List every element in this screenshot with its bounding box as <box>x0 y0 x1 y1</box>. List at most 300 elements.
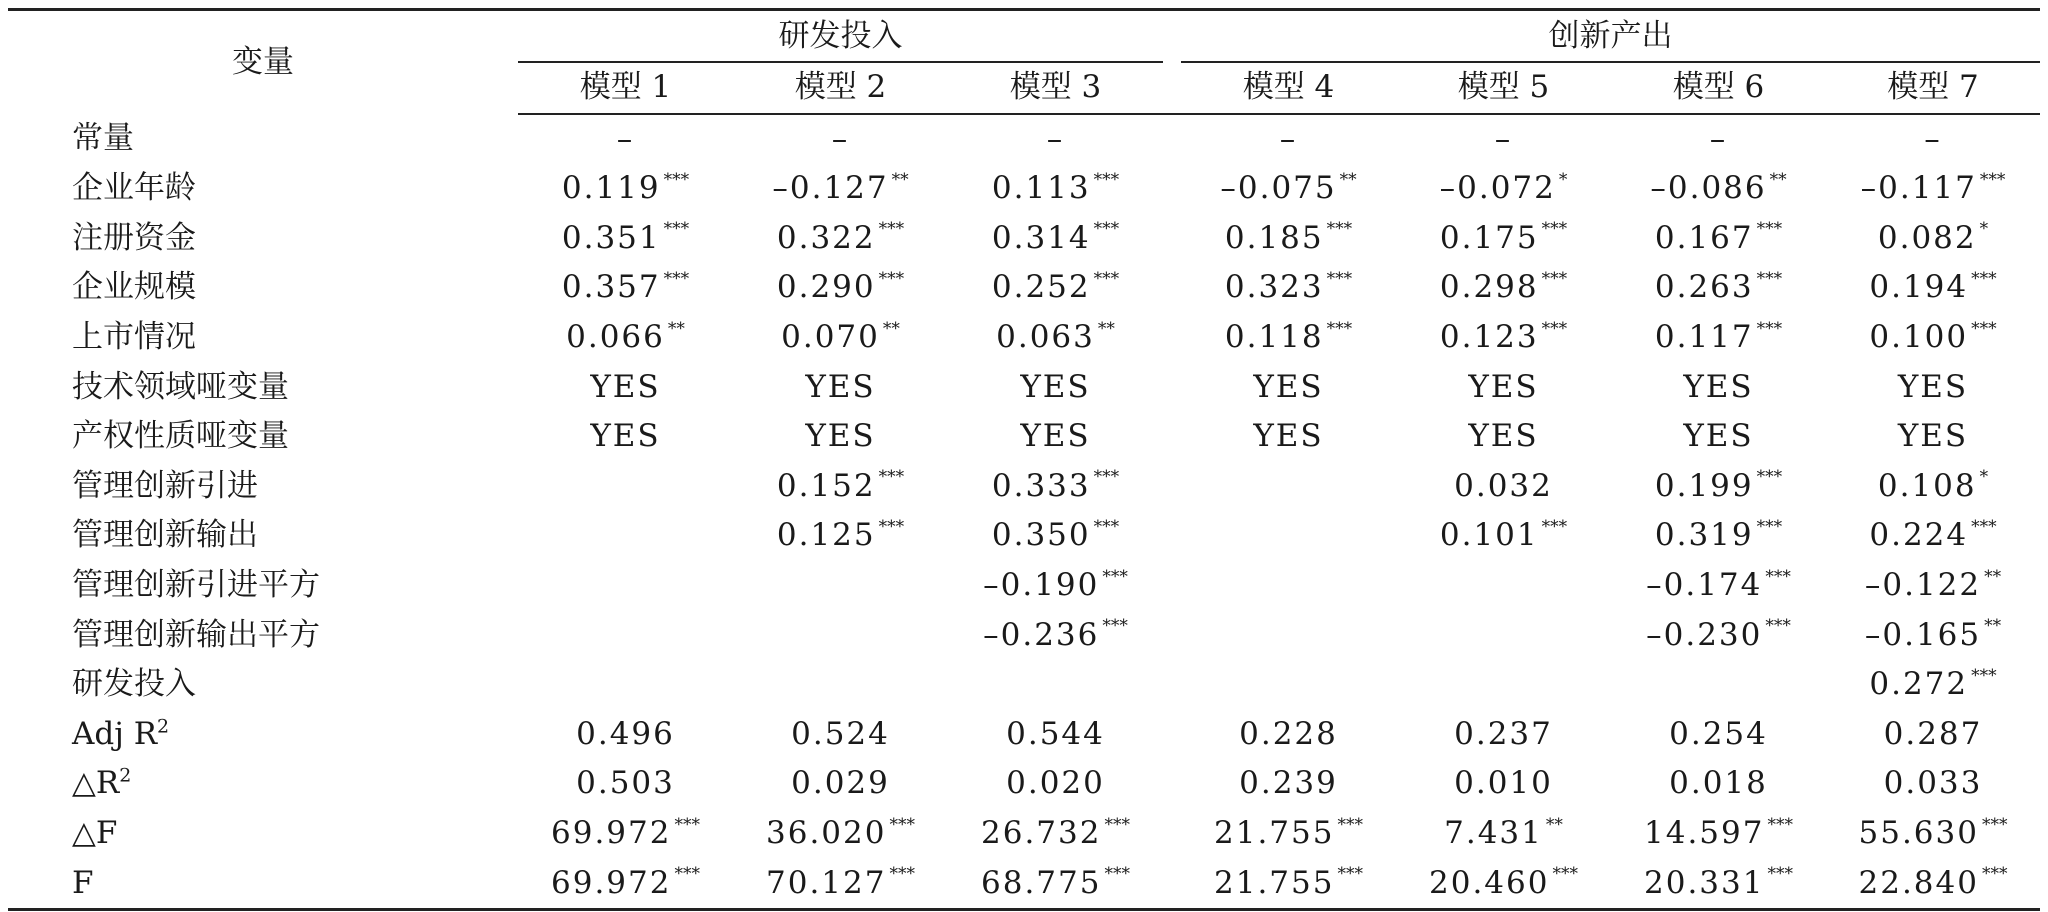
table-cell <box>518 660 733 710</box>
table-cell <box>948 561 1163 611</box>
table-cell <box>1826 313 2040 363</box>
row-label-text: 管理创新引进 <box>72 467 258 504</box>
significance-stars: *** <box>1541 269 1568 290</box>
row-label <box>8 313 518 363</box>
row-label-text: 管理创新引进平方 <box>72 566 320 603</box>
cell-value: 0.496 <box>576 715 675 752</box>
table-cell <box>1826 164 2040 214</box>
table-cell <box>948 611 1163 661</box>
table-row <box>8 859 2040 910</box>
significance-stars: ** <box>1545 814 1563 835</box>
cell-value: 0.351 <box>561 219 661 256</box>
significance-stars: *** <box>1971 318 1997 339</box>
row-label-text: F <box>72 864 94 901</box>
cell-value: YES <box>590 418 661 455</box>
row-label <box>8 859 518 910</box>
table-cell <box>1396 363 1611 413</box>
model-header: 模型 4 <box>1181 62 1396 114</box>
table-cell <box>1181 363 1396 413</box>
significance-stars: *** <box>1326 219 1353 240</box>
table-header <box>8 10 2040 114</box>
cell-value: –0.127 <box>772 170 889 207</box>
significance-stars: ** <box>667 318 685 339</box>
table-row <box>8 660 2040 710</box>
cell-value: YES <box>805 368 876 405</box>
significance-stars: *** <box>1981 864 2008 885</box>
table-cell <box>1396 809 1611 859</box>
group-header-rd-input: 研发投入 <box>518 10 1163 63</box>
cell-value: 14.597 <box>1644 814 1765 851</box>
cell-value: 0.252 <box>991 269 1091 306</box>
table-row <box>8 710 2040 760</box>
table-cell <box>1611 611 1826 661</box>
cell-value: 0.125 <box>776 517 876 554</box>
row-label-text: 技术领域哑变量 <box>72 368 289 405</box>
table-cell <box>1181 809 1396 859</box>
table-cell <box>518 114 733 165</box>
cell-value: 0.290 <box>776 269 876 306</box>
cell-value: 0.237 <box>1454 715 1553 752</box>
cell-value: 22.840 <box>1858 864 1979 901</box>
table-cell <box>1826 759 2040 809</box>
table-cell <box>1396 412 1611 462</box>
model-header: 模型 3 <box>948 62 1163 114</box>
row-label-text: Adj R <box>72 715 158 752</box>
table-cell <box>1611 462 1826 512</box>
row-label <box>8 363 518 413</box>
cell-value: 0.175 <box>1439 219 1539 256</box>
table-cell <box>518 809 733 859</box>
significance-stars: *** <box>878 517 905 538</box>
table-cell <box>1181 114 1396 165</box>
table-cell <box>1611 214 1826 264</box>
row-label <box>8 412 518 462</box>
table-cell <box>518 710 733 760</box>
cell-value: YES <box>1468 418 1539 455</box>
cell-value: 0.185 <box>1224 219 1324 256</box>
superscript: 2 <box>119 764 132 787</box>
cell-value: 0.357 <box>561 269 661 306</box>
significance-stars: * <box>1979 219 1989 240</box>
significance-stars: *** <box>1104 864 1130 885</box>
significance-stars: * <box>1979 467 1989 488</box>
cell-value: 21.755 <box>1214 864 1335 901</box>
model-header: 模型 2 <box>733 62 948 114</box>
cell-value: 36.020 <box>766 814 887 851</box>
significance-stars: ** <box>1097 318 1115 339</box>
table-cell <box>1181 710 1396 760</box>
cell-value: 20.331 <box>1644 864 1765 901</box>
significance-stars: *** <box>878 467 905 488</box>
table-cell <box>733 561 948 611</box>
cell-value: 0.323 <box>1224 269 1324 306</box>
table-cell <box>1181 611 1396 661</box>
variable-header: 变量 <box>8 10 518 114</box>
significance-stars: *** <box>663 169 690 190</box>
row-label-text: 管理创新输出平方 <box>72 616 320 653</box>
table-cell <box>733 511 948 561</box>
table-cell <box>518 412 733 462</box>
significance-stars: *** <box>1102 566 1128 587</box>
cell-value: 0.544 <box>1006 715 1105 752</box>
significance-stars: *** <box>663 269 690 290</box>
table-cell <box>733 412 948 462</box>
cell-value: YES <box>1683 418 1754 455</box>
table-cell <box>733 214 948 264</box>
cell-value: 0.524 <box>791 715 890 752</box>
cell-value: 0.272 <box>1869 666 1969 703</box>
cell-value: –0.230 <box>1646 616 1763 653</box>
cell-value: 0.032 <box>1454 467 1553 504</box>
table-cell <box>1826 809 2040 859</box>
cell-value: –0.174 <box>1646 566 1763 603</box>
table-row <box>8 263 2040 313</box>
cell-value: 0.263 <box>1654 269 1754 306</box>
table-cell <box>948 511 1163 561</box>
group-header-innovation-output: 创新产出 <box>1181 10 2040 63</box>
cell-value: 0.298 <box>1439 269 1539 306</box>
cell-value: 68.775 <box>981 864 1102 901</box>
table-cell <box>948 412 1163 462</box>
table-row <box>8 412 2040 462</box>
cell-value: YES <box>1020 368 1091 405</box>
table-cell <box>518 511 733 561</box>
cell-value: YES <box>1468 368 1539 405</box>
table-cell <box>733 114 948 165</box>
table-cell <box>1396 859 1611 910</box>
cell-value: 0.101 <box>1439 517 1539 554</box>
table-cell <box>518 363 733 413</box>
table-cell <box>1181 214 1396 264</box>
significance-stars: ** <box>1984 566 2002 587</box>
table-cell <box>1181 462 1396 512</box>
cell-value: 69.972 <box>551 814 672 851</box>
significance-stars: *** <box>1093 269 1120 290</box>
table-cell <box>1611 164 1826 214</box>
table-cell <box>1396 759 1611 809</box>
significance-stars: *** <box>1326 318 1353 339</box>
cell-value: 0.117 <box>1654 318 1754 355</box>
table-cell <box>1826 660 2040 710</box>
significance-stars: *** <box>1093 467 1120 488</box>
cell-value: 0.503 <box>576 765 675 802</box>
cell-value: 0.228 <box>1239 715 1338 752</box>
significance-stars: *** <box>1102 616 1128 637</box>
significance-stars: *** <box>1104 814 1130 835</box>
row-label <box>8 611 518 661</box>
significance-stars: *** <box>1765 616 1791 637</box>
significance-stars: *** <box>1541 517 1568 538</box>
row-label <box>8 511 518 561</box>
table-row <box>8 759 2040 809</box>
table-cell <box>1826 214 2040 264</box>
cell-value: 0.224 <box>1869 517 1969 554</box>
table-cell <box>948 759 1163 809</box>
cell-value: 0.082 <box>1877 219 1977 256</box>
significance-stars: *** <box>1971 517 1997 538</box>
table-row <box>8 214 2040 264</box>
table-cell <box>1611 660 1826 710</box>
significance-stars: *** <box>663 219 690 240</box>
cell-value: YES <box>1253 368 1324 405</box>
table-cell <box>1181 660 1396 710</box>
model-header: 模型 7 <box>1826 62 2040 114</box>
table-cell <box>1611 511 1826 561</box>
significance-stars: *** <box>1552 864 1578 885</box>
table-cell <box>518 164 733 214</box>
cell-value: –0.072 <box>1439 170 1556 207</box>
table-cell <box>1181 759 1396 809</box>
superscript: 2 <box>157 715 170 738</box>
significance-stars: *** <box>1093 219 1120 240</box>
table-row <box>8 809 2040 859</box>
cell-value: 20.460 <box>1429 864 1550 901</box>
table-cell <box>1181 263 1396 313</box>
significance-stars: *** <box>1765 566 1791 587</box>
row-label <box>8 710 518 760</box>
table-cell <box>518 313 733 363</box>
table-cell <box>518 263 733 313</box>
significance-stars: ** <box>1339 169 1357 190</box>
table-cell <box>948 363 1163 413</box>
cell-value: 0.287 <box>1883 715 1983 752</box>
significance-stars: *** <box>1756 219 1783 240</box>
cell-value: 0.018 <box>1669 765 1768 802</box>
significance-stars: *** <box>1756 318 1783 339</box>
significance-stars: *** <box>1971 269 1997 290</box>
row-label <box>8 462 518 512</box>
table-cell <box>733 363 948 413</box>
table-cell <box>518 561 733 611</box>
group-gap <box>1163 10 1181 63</box>
cell-value: YES <box>1897 418 1969 455</box>
table-row <box>8 363 2040 413</box>
row-label <box>8 114 518 165</box>
table-cell <box>518 859 733 910</box>
significance-stars: *** <box>1756 467 1783 488</box>
row-label-text: 研发投入 <box>72 666 196 703</box>
significance-stars: *** <box>1971 665 1997 686</box>
significance-stars: *** <box>1756 269 1783 290</box>
cell-value: –0.075 <box>1220 170 1337 207</box>
table-cell <box>1611 363 1826 413</box>
model-header: 模型 5 <box>1396 62 1611 114</box>
table-cell <box>733 462 948 512</box>
significance-stars: ** <box>891 169 909 190</box>
table-cell <box>1396 660 1611 710</box>
significance-stars: *** <box>878 219 905 240</box>
cell-value: –0.122 <box>1864 566 1982 603</box>
table-cell <box>733 710 948 760</box>
cell-value: 26.732 <box>981 814 1102 851</box>
table-cell <box>733 759 948 809</box>
significance-stars: ** <box>1984 616 2002 637</box>
table-cell <box>1181 561 1396 611</box>
cell-value: 0.350 <box>991 517 1091 554</box>
row-label <box>8 561 518 611</box>
cell-value: YES <box>590 368 661 405</box>
cell-value: YES <box>1253 418 1324 455</box>
table-cell <box>1611 263 1826 313</box>
row-label <box>8 263 518 313</box>
regression-results-table <box>8 8 2040 911</box>
model-header: 模型 1 <box>518 62 733 114</box>
table-cell <box>1396 114 1611 165</box>
cell-value: – <box>831 120 850 157</box>
significance-stars: *** <box>1756 517 1783 538</box>
table-cell <box>1396 263 1611 313</box>
cell-value: 0.319 <box>1654 517 1754 554</box>
table-cell <box>1826 561 2040 611</box>
table-row <box>8 114 2040 165</box>
cell-value: 21.755 <box>1214 814 1335 851</box>
table-row <box>8 561 2040 611</box>
table-cell <box>1826 412 2040 462</box>
table-cell <box>948 214 1163 264</box>
table-cell <box>948 710 1163 760</box>
cell-value: 0.113 <box>991 170 1091 207</box>
table-body <box>8 114 2040 910</box>
table-cell <box>948 859 1163 910</box>
cell-value: 70.127 <box>766 864 887 901</box>
table-row <box>8 511 2040 561</box>
table-cell <box>733 263 948 313</box>
cell-value: 55.630 <box>1858 814 1979 851</box>
table-cell <box>733 164 948 214</box>
cell-value: –0.117 <box>1860 170 1977 207</box>
significance-stars: *** <box>1326 269 1353 290</box>
table-cell <box>1396 511 1611 561</box>
table-cell <box>1396 611 1611 661</box>
table-cell <box>733 313 948 363</box>
table-cell <box>948 164 1163 214</box>
cell-value: 0.167 <box>1654 219 1754 256</box>
row-label-text: 常量 <box>72 120 134 157</box>
significance-stars: *** <box>1979 169 2006 190</box>
table-cell <box>948 809 1163 859</box>
cell-value: 7.431 <box>1444 814 1543 851</box>
row-label <box>8 214 518 264</box>
table-cell <box>1611 412 1826 462</box>
cell-value: 0.063 <box>996 318 1095 355</box>
row-label-text: 企业年龄 <box>72 170 196 207</box>
cell-value: YES <box>1897 368 1969 405</box>
row-label <box>8 759 518 809</box>
table-cell <box>1396 710 1611 760</box>
table-cell <box>1396 214 1611 264</box>
cell-value: 0.070 <box>781 318 880 355</box>
cell-value: 0.199 <box>1654 467 1754 504</box>
significance-stars: *** <box>1093 169 1120 190</box>
significance-stars: *** <box>1337 864 1363 885</box>
cell-value: 0.254 <box>1669 715 1768 752</box>
significance-stars: *** <box>1981 814 2008 835</box>
significance-stars: *** <box>674 864 700 885</box>
row-label <box>8 660 518 710</box>
table-cell <box>518 611 733 661</box>
cell-value: 69.972 <box>551 864 672 901</box>
significance-stars: *** <box>1541 219 1568 240</box>
significance-stars: *** <box>878 269 905 290</box>
table-cell <box>518 214 733 264</box>
table-cell <box>948 660 1163 710</box>
table-cell <box>733 809 948 859</box>
table-cell <box>1826 263 2040 313</box>
cell-value: 0.066 <box>566 318 665 355</box>
table-cell <box>1611 710 1826 760</box>
table-row <box>8 611 2040 661</box>
table-cell <box>948 263 1163 313</box>
cell-value: 0.194 <box>1869 269 1969 306</box>
significance-stars: *** <box>889 814 915 835</box>
cell-value: 0.314 <box>991 219 1091 256</box>
row-label-text: △R <box>72 765 120 802</box>
table-cell <box>1396 313 1611 363</box>
table-cell <box>1396 561 1611 611</box>
significance-stars: *** <box>674 814 700 835</box>
row-label <box>8 164 518 214</box>
table-cell <box>1611 114 1826 165</box>
row-label-text: 企业规模 <box>72 269 196 306</box>
table-cell <box>518 759 733 809</box>
table-cell <box>1181 859 1396 910</box>
cell-value: – <box>1046 120 1065 157</box>
table-row <box>8 164 2040 214</box>
cell-value: – <box>1494 120 1513 157</box>
cell-value: –0.165 <box>1864 616 1982 653</box>
cell-value: – <box>1279 120 1298 157</box>
cell-value: 0.029 <box>791 765 890 802</box>
table-cell <box>1396 164 1611 214</box>
table-cell <box>1611 313 1826 363</box>
table-cell <box>1611 809 1826 859</box>
row-label-text: 上市情况 <box>72 318 196 355</box>
table-cell <box>1611 561 1826 611</box>
cell-value: –0.190 <box>983 566 1100 603</box>
table-row <box>8 462 2040 512</box>
cell-value: 0.100 <box>1869 318 1969 355</box>
significance-stars: *** <box>889 864 915 885</box>
table-cell <box>1396 462 1611 512</box>
cell-value: 0.119 <box>561 170 661 207</box>
table-cell <box>1181 164 1396 214</box>
table-cell <box>1826 710 2040 760</box>
cell-value: 0.033 <box>1883 765 1983 802</box>
table-cell <box>1611 759 1826 809</box>
cell-value: –0.236 <box>983 616 1100 653</box>
cell-value: – <box>616 120 635 157</box>
row-label <box>8 809 518 859</box>
table-cell <box>948 313 1163 363</box>
cell-value: YES <box>1020 418 1091 455</box>
table-cell <box>518 462 733 512</box>
cell-value: 0.010 <box>1454 765 1553 802</box>
cell-value: – <box>1924 120 1942 157</box>
table-cell <box>1826 363 2040 413</box>
significance-stars: *** <box>1337 814 1363 835</box>
cell-value: 0.239 <box>1239 765 1338 802</box>
table-cell <box>1611 859 1826 910</box>
significance-stars: ** <box>882 318 900 339</box>
table-cell <box>1826 114 2040 165</box>
table-row <box>8 313 2040 363</box>
significance-stars: * <box>1558 169 1568 190</box>
cell-value: YES <box>1683 368 1754 405</box>
table-cell <box>1826 859 2040 910</box>
cell-value: – <box>1709 120 1728 157</box>
significance-stars: *** <box>1767 814 1793 835</box>
cell-value: 0.333 <box>991 467 1091 504</box>
